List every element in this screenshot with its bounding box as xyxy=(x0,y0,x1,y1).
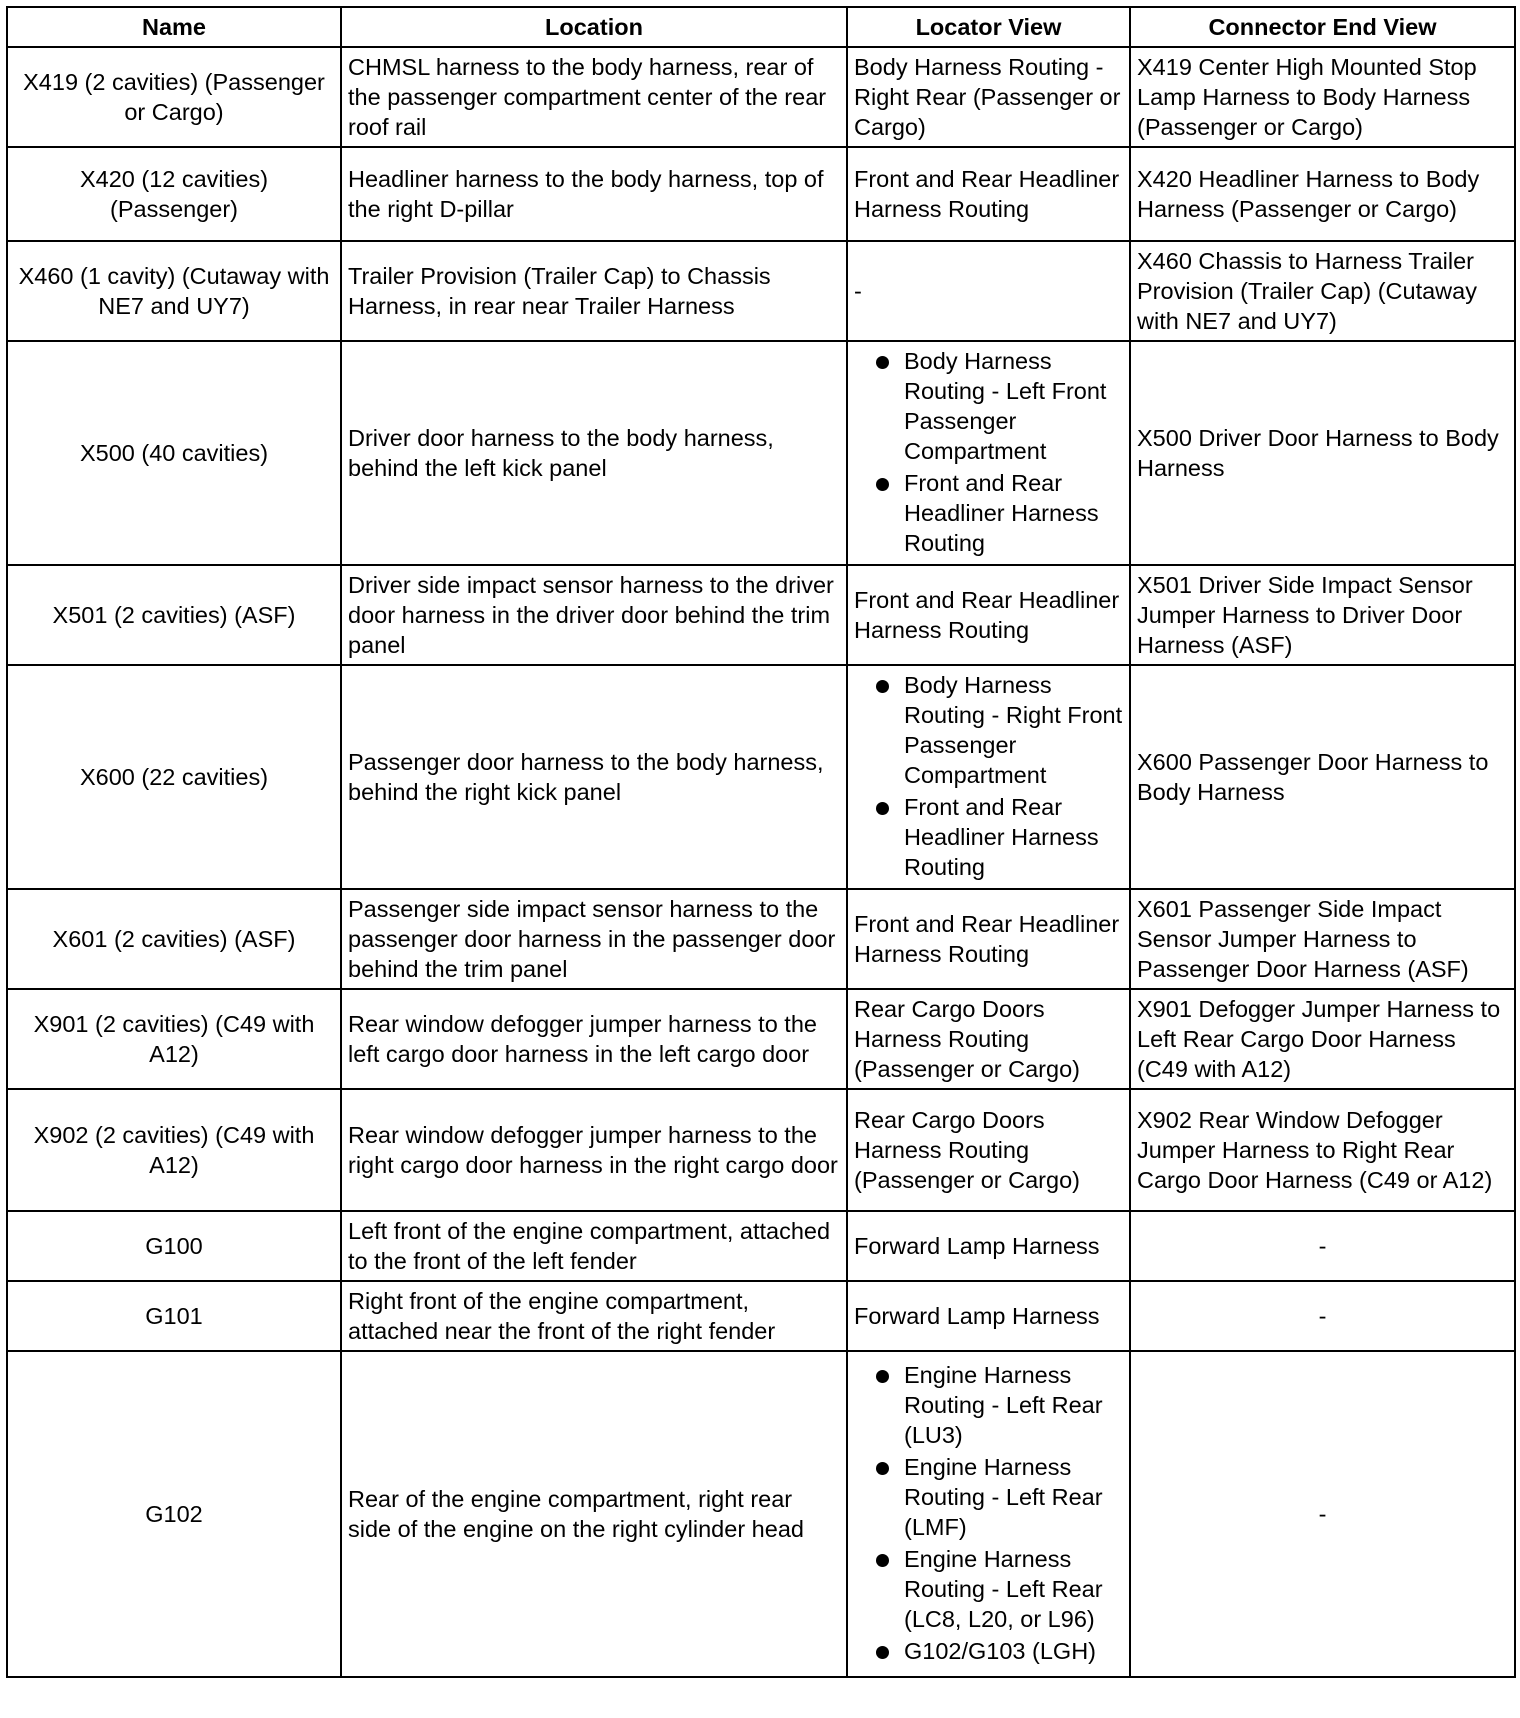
location-cell: Passenger side impact sensor harness to the passenger door harness in the passenger door behind the trim panel xyxy=(341,889,847,989)
name-cell: G101 xyxy=(7,1281,341,1351)
name-cell: G100 xyxy=(7,1211,341,1281)
connector-end-view-cell: X500 Driver Door Harness to Body Harness xyxy=(1130,341,1515,565)
connector-end-view-cell: X902 Rear Window Defogger Jumper Harness to Right Rear Cargo Door Harness (C49 or A12) xyxy=(1130,1089,1515,1211)
table-row xyxy=(7,341,1515,565)
bullet-icon xyxy=(876,1462,889,1475)
locator-view-cell: Rear Cargo Doors Harness Routing (Passenger or Cargo) xyxy=(847,1089,1130,1211)
location-cell: CHMSL harness to the body harness, rear of the passenger compartment center of the rear roof rail xyxy=(341,47,847,147)
location-cell: Rear of the engine compartment, right rear side of the engine on the right cylinder head xyxy=(341,1351,847,1677)
locator-view-cell: - xyxy=(847,241,1130,341)
list-item-text: Engine Harness Routing - Left Rear (LMF) xyxy=(904,1454,1103,1540)
connector-end-view-cell: X501 Driver Side Impact Sensor Jumper Harness to Driver Door Harness (ASF) xyxy=(1130,565,1515,665)
list-item xyxy=(854,346,1123,466)
locator-view-cell: Front and Rear Headliner Harness Routing xyxy=(847,565,1130,665)
bullet-icon xyxy=(876,802,889,815)
list-item xyxy=(854,1452,1123,1542)
list-item xyxy=(854,1636,1123,1666)
bullet-icon xyxy=(876,478,889,491)
connector-end-view-cell: X901 Defogger Jumper Harness to Left Rear Cargo Door Harness (C49 with A12) xyxy=(1130,989,1515,1089)
table-row xyxy=(7,989,1515,1089)
list-item xyxy=(854,1360,1123,1450)
locator-view-cell: Body Harness Routing - Right Rear (Passenger or Cargo) xyxy=(847,47,1130,147)
table-row xyxy=(7,565,1515,665)
list-item-text: G102/G103 (LGH) xyxy=(904,1638,1097,1664)
name-cell: G102 xyxy=(7,1351,341,1677)
location-cell: Driver door harness to the body harness, behind the left kick panel xyxy=(341,341,847,565)
locator-view-cell xyxy=(847,341,1130,565)
header-row xyxy=(7,7,1515,47)
location-cell: Right front of the engine compartment, attached near the front of the right fender xyxy=(341,1281,847,1351)
list-item-text: Engine Harness Routing - Left Rear (LC8, L20, or L96) xyxy=(904,1546,1103,1632)
location-cell: Trailer Provision (Trailer Cap) to Chassis Harness, in rear near Trailer Harness xyxy=(341,241,847,341)
table-row xyxy=(7,889,1515,989)
table-header xyxy=(7,7,1515,47)
header-connector-end-view: Connector End View xyxy=(1130,7,1515,47)
list-item xyxy=(854,670,1123,790)
connector-end-view-cell: - xyxy=(1130,1281,1515,1351)
location-cell: Driver side impact sensor harness to the driver door harness in the driver door behind the trim panel xyxy=(341,565,847,665)
table-row xyxy=(7,1211,1515,1281)
connector-end-view-cell: X420 Headliner Harness to Body Harness (Passenger or Cargo) xyxy=(1130,147,1515,241)
name-cell: X420 (12 cavities) (Passenger) xyxy=(7,147,341,241)
name-cell: X501 (2 cavities) (ASF) xyxy=(7,565,341,665)
locator-view-cell: Forward Lamp Harness xyxy=(847,1281,1130,1351)
name-cell: X500 (40 cavities) xyxy=(7,341,341,565)
name-cell: X460 (1 cavity) (Cutaway with NE7 and UY7) xyxy=(7,241,341,341)
location-cell: Rear window defogger jumper harness to the right cargo door harness in the right cargo door xyxy=(341,1089,847,1211)
name-cell: X600 (22 cavities) xyxy=(7,665,341,889)
connector-end-view-cell: X460 Chassis to Harness Trailer Provision (Trailer Cap) (Cutaway with NE7 and UY7) xyxy=(1130,241,1515,341)
list-item xyxy=(854,792,1123,882)
table-row xyxy=(7,147,1515,241)
locator-view-cell: Rear Cargo Doors Harness Routing (Passenger or Cargo) xyxy=(847,989,1130,1089)
name-cell: X902 (2 cavities) (C49 with A12) xyxy=(7,1089,341,1211)
connector-end-view-cell: X600 Passenger Door Harness to Body Harness xyxy=(1130,665,1515,889)
header-name: Name xyxy=(7,7,341,47)
locator-view-list xyxy=(854,1360,1123,1666)
locator-view-list xyxy=(854,346,1123,558)
list-item-text: Front and Rear Headliner Harness Routing xyxy=(904,794,1099,880)
bullet-icon xyxy=(876,680,889,693)
location-cell: Headliner harness to the body harness, top of the right D-pillar xyxy=(341,147,847,241)
list-item-text: Body Harness Routing - Right Front Passenger Compartment xyxy=(904,672,1123,788)
table-row xyxy=(7,1281,1515,1351)
table-row xyxy=(7,241,1515,341)
bullet-icon xyxy=(876,1370,889,1383)
list-item-text: Engine Harness Routing - Left Rear (LU3) xyxy=(904,1362,1103,1448)
connector-table xyxy=(6,6,1516,1678)
bullet-icon xyxy=(876,356,889,369)
location-cell: Rear window defogger jumper harness to the left cargo door harness in the left cargo door xyxy=(341,989,847,1089)
list-item xyxy=(854,468,1123,558)
bullet-icon xyxy=(876,1554,889,1567)
connector-end-view-cell: - xyxy=(1130,1211,1515,1281)
table-row xyxy=(7,665,1515,889)
locator-view-cell: Front and Rear Headliner Harness Routing xyxy=(847,889,1130,989)
locator-view-cell xyxy=(847,665,1130,889)
header-location: Location xyxy=(341,7,847,47)
table-row xyxy=(7,1089,1515,1211)
bullet-icon xyxy=(876,1646,889,1659)
locator-view-cell: Forward Lamp Harness xyxy=(847,1211,1130,1281)
locator-view-list xyxy=(854,670,1123,882)
table-body xyxy=(7,47,1515,1677)
header-locator-view: Locator View xyxy=(847,7,1130,47)
connector-end-view-cell: X601 Passenger Side Impact Sensor Jumper Harness to Passenger Door Harness (ASF) xyxy=(1130,889,1515,989)
list-item-text: Front and Rear Headliner Harness Routing xyxy=(904,470,1099,556)
location-cell: Passenger door harness to the body harness, behind the right kick panel xyxy=(341,665,847,889)
locator-view-cell xyxy=(847,1351,1130,1677)
location-cell: Left front of the engine compartment, attached to the front of the left fender xyxy=(341,1211,847,1281)
connector-end-view-cell: - xyxy=(1130,1351,1515,1677)
name-cell: X901 (2 cavities) (C49 with A12) xyxy=(7,989,341,1089)
name-cell: X419 (2 cavities) (Passenger or Cargo) xyxy=(7,47,341,147)
locator-view-cell: Front and Rear Headliner Harness Routing xyxy=(847,147,1130,241)
list-item xyxy=(854,1544,1123,1634)
connector-end-view-cell: X419 Center High Mounted Stop Lamp Harness to Body Harness (Passenger or Cargo) xyxy=(1130,47,1515,147)
table-row xyxy=(7,1351,1515,1677)
list-item-text: Body Harness Routing - Left Front Passenger Compartment xyxy=(904,348,1107,464)
name-cell: X601 (2 cavities) (ASF) xyxy=(7,889,341,989)
table-row xyxy=(7,47,1515,147)
